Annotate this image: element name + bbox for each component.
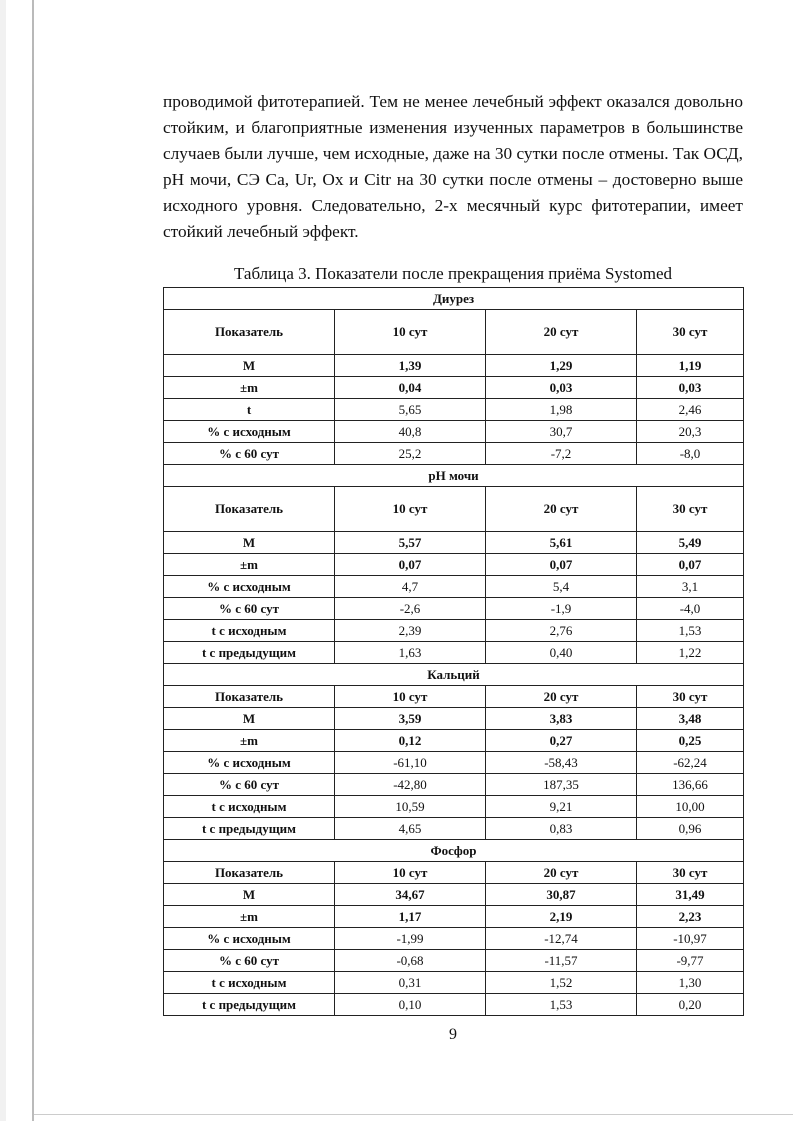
section-title-row bbox=[164, 664, 744, 686]
table-cell: 187,35 bbox=[486, 774, 637, 796]
table-cell: -61,10 bbox=[335, 752, 486, 774]
results-table bbox=[163, 287, 744, 1016]
row-label: % с исходным bbox=[164, 421, 335, 443]
table-cell: -8,0 bbox=[637, 443, 744, 465]
table-cell: 1,29 bbox=[486, 355, 637, 377]
column-header: 20 сут bbox=[486, 686, 637, 708]
row-label: % с исходным bbox=[164, 576, 335, 598]
column-header-row bbox=[164, 862, 744, 884]
column-header: 20 сут bbox=[486, 310, 637, 355]
row-label: ±m bbox=[164, 730, 335, 752]
table-row bbox=[164, 532, 744, 554]
row-label: t с предыдущим bbox=[164, 642, 335, 664]
table-cell: 2,19 bbox=[486, 906, 637, 928]
table-row bbox=[164, 994, 744, 1016]
table-cell: 1,53 bbox=[486, 994, 637, 1016]
table-cell: 9,21 bbox=[486, 796, 637, 818]
table-cell: 0,07 bbox=[486, 554, 637, 576]
table-row bbox=[164, 884, 744, 906]
table-cell: -11,57 bbox=[486, 950, 637, 972]
row-label: ±m bbox=[164, 906, 335, 928]
table-cell: 0,31 bbox=[335, 972, 486, 994]
table-cell: 20,3 bbox=[637, 421, 744, 443]
table-cell: 0,20 bbox=[637, 994, 744, 1016]
table-cell: 0,12 bbox=[335, 730, 486, 752]
table-row bbox=[164, 928, 744, 950]
column-header: 20 сут bbox=[486, 862, 637, 884]
row-label: M bbox=[164, 884, 335, 906]
table-cell: 30,7 bbox=[486, 421, 637, 443]
section-title-row bbox=[164, 840, 744, 862]
column-header: 30 сут bbox=[637, 487, 744, 532]
row-label: ±m bbox=[164, 377, 335, 399]
table-cell: 1,53 bbox=[637, 620, 744, 642]
column-header: 30 сут bbox=[637, 862, 744, 884]
table-cell: 0,03 bbox=[637, 377, 744, 399]
table-row bbox=[164, 730, 744, 752]
table-cell: -42,80 bbox=[335, 774, 486, 796]
row-label: % с исходным bbox=[164, 752, 335, 774]
table-cell: 1,63 bbox=[335, 642, 486, 664]
row-label: % с 60 сут bbox=[164, 774, 335, 796]
body-paragraph bbox=[163, 89, 743, 245]
table-cell: 2,39 bbox=[335, 620, 486, 642]
row-label: t с исходным bbox=[164, 620, 335, 642]
table-cell: 31,49 bbox=[637, 884, 744, 906]
section-title-row bbox=[164, 288, 744, 310]
column-header: Показатель bbox=[164, 862, 335, 884]
section-title: Кальций bbox=[164, 664, 744, 686]
table-row bbox=[164, 377, 744, 399]
table-cell: 3,1 bbox=[637, 576, 744, 598]
table-cell: 0,03 bbox=[486, 377, 637, 399]
table-cell: 0,96 bbox=[637, 818, 744, 840]
results-table-body bbox=[164, 288, 744, 1016]
column-header: 30 сут bbox=[637, 310, 744, 355]
scan-margin-shadow bbox=[0, 0, 6, 1121]
table-cell: -10,97 bbox=[637, 928, 744, 950]
row-label: M bbox=[164, 708, 335, 730]
table-cell: -4,0 bbox=[637, 598, 744, 620]
row-label: % с 60 сут bbox=[164, 443, 335, 465]
table-cell: -9,77 bbox=[637, 950, 744, 972]
table-cell: 5,65 bbox=[335, 399, 486, 421]
row-label: % с 60 сут bbox=[164, 598, 335, 620]
table-row bbox=[164, 443, 744, 465]
table-row bbox=[164, 355, 744, 377]
table-cell: 4,7 bbox=[335, 576, 486, 598]
table-cell: 0,07 bbox=[335, 554, 486, 576]
table-row bbox=[164, 620, 744, 642]
table-cell: 1,22 bbox=[637, 642, 744, 664]
table-cell: 1,39 bbox=[335, 355, 486, 377]
row-label: M bbox=[164, 355, 335, 377]
table-row bbox=[164, 950, 744, 972]
section-title-row bbox=[164, 465, 744, 487]
table-cell: 0,04 bbox=[335, 377, 486, 399]
table-cell: 0,27 bbox=[486, 730, 637, 752]
table-cell: 3,83 bbox=[486, 708, 637, 730]
table-row bbox=[164, 554, 744, 576]
table-cell: 1,30 bbox=[637, 972, 744, 994]
row-label: M bbox=[164, 532, 335, 554]
column-header-row bbox=[164, 310, 744, 355]
column-header-row bbox=[164, 686, 744, 708]
table-cell: -12,74 bbox=[486, 928, 637, 950]
row-label: % с исходным bbox=[164, 928, 335, 950]
table-cell: 5,49 bbox=[637, 532, 744, 554]
column-header: Показатель bbox=[164, 310, 335, 355]
table-row bbox=[164, 642, 744, 664]
table-cell: 2,23 bbox=[637, 906, 744, 928]
table-cell: -58,43 bbox=[486, 752, 637, 774]
table-cell: 1,52 bbox=[486, 972, 637, 994]
table-cell: 10,00 bbox=[637, 796, 744, 818]
row-label: % с 60 сут bbox=[164, 950, 335, 972]
section-title: pH мочи bbox=[164, 465, 744, 487]
row-label: t bbox=[164, 399, 335, 421]
table-cell: 1,98 bbox=[486, 399, 637, 421]
table-cell: 3,59 bbox=[335, 708, 486, 730]
column-header: 30 сут bbox=[637, 686, 744, 708]
table-cell: -1,99 bbox=[335, 928, 486, 950]
table-cell: 34,67 bbox=[335, 884, 486, 906]
scan-binding-line bbox=[32, 0, 34, 1121]
table-cell: -2,6 bbox=[335, 598, 486, 620]
table-cell: 2,76 bbox=[486, 620, 637, 642]
table-row bbox=[164, 576, 744, 598]
section-title: Фосфор bbox=[164, 840, 744, 862]
table-row bbox=[164, 708, 744, 730]
table-caption: Таблица 3. Показатели после прекращения приёма Systomed bbox=[233, 264, 673, 283]
table-row bbox=[164, 421, 744, 443]
section-title: Диурез bbox=[164, 288, 744, 310]
table-cell: 30,87 bbox=[486, 884, 637, 906]
table-cell: 5,61 bbox=[486, 532, 637, 554]
table-row bbox=[164, 818, 744, 840]
column-header: 10 сут bbox=[335, 862, 486, 884]
table-cell: 0,83 bbox=[486, 818, 637, 840]
table-cell: -7,2 bbox=[486, 443, 637, 465]
page-number: 9 bbox=[449, 1026, 457, 1043]
table-cell: 0,07 bbox=[637, 554, 744, 576]
row-label: t с исходным bbox=[164, 972, 335, 994]
table-cell: 3,48 bbox=[637, 708, 744, 730]
table-cell: 1,17 bbox=[335, 906, 486, 928]
column-header: Показатель bbox=[164, 487, 335, 532]
table-cell: 40,8 bbox=[335, 421, 486, 443]
paragraph-text: проводимой фитотерапией. Тем не менее лечебный эффект оказался довольно стойким, и благоприятные изменения изученных параметров в большинстве случаев были лучше, чем исходные, даже на 30 сутки после отмены. Так ОСД, pH мочи, СЭ Ca, Ur, Ox и Citr на 30 сутки после отмены – достоверно выше исходного уровня. Следовательно, 2-х месячный курс фитотерапии, имеет стойкий лечебный эффект. bbox=[163, 92, 743, 241]
column-header: Показатель bbox=[164, 686, 335, 708]
table-cell: 0,10 bbox=[335, 994, 486, 1016]
table-cell: 5,4 bbox=[486, 576, 637, 598]
column-header: 10 сут bbox=[335, 310, 486, 355]
table-cell: 4,65 bbox=[335, 818, 486, 840]
row-label: ±m bbox=[164, 554, 335, 576]
row-label: t с предыдущим bbox=[164, 818, 335, 840]
column-header: 10 сут bbox=[335, 686, 486, 708]
table-row bbox=[164, 906, 744, 928]
table-row bbox=[164, 598, 744, 620]
table-row bbox=[164, 774, 744, 796]
table-cell: -1,9 bbox=[486, 598, 637, 620]
table-cell: 0,40 bbox=[486, 642, 637, 664]
column-header: 10 сут bbox=[335, 487, 486, 532]
table-cell: 2,46 bbox=[637, 399, 744, 421]
table-cell: 25,2 bbox=[335, 443, 486, 465]
table-row bbox=[164, 752, 744, 774]
table-cell: -0,68 bbox=[335, 950, 486, 972]
table-cell: 0,25 bbox=[637, 730, 744, 752]
table-row bbox=[164, 972, 744, 994]
table-cell: 5,57 bbox=[335, 532, 486, 554]
table-cell: 10,59 bbox=[335, 796, 486, 818]
row-label: t с предыдущим bbox=[164, 994, 335, 1016]
table-cell: 136,66 bbox=[637, 774, 744, 796]
row-label: t с исходным bbox=[164, 796, 335, 818]
table-row bbox=[164, 796, 744, 818]
column-header-row bbox=[164, 487, 744, 532]
column-header: 20 сут bbox=[486, 487, 637, 532]
table-row bbox=[164, 399, 744, 421]
scan-bottom-line bbox=[34, 1114, 793, 1115]
table-cell: -62,24 bbox=[637, 752, 744, 774]
table-cell: 1,19 bbox=[637, 355, 744, 377]
